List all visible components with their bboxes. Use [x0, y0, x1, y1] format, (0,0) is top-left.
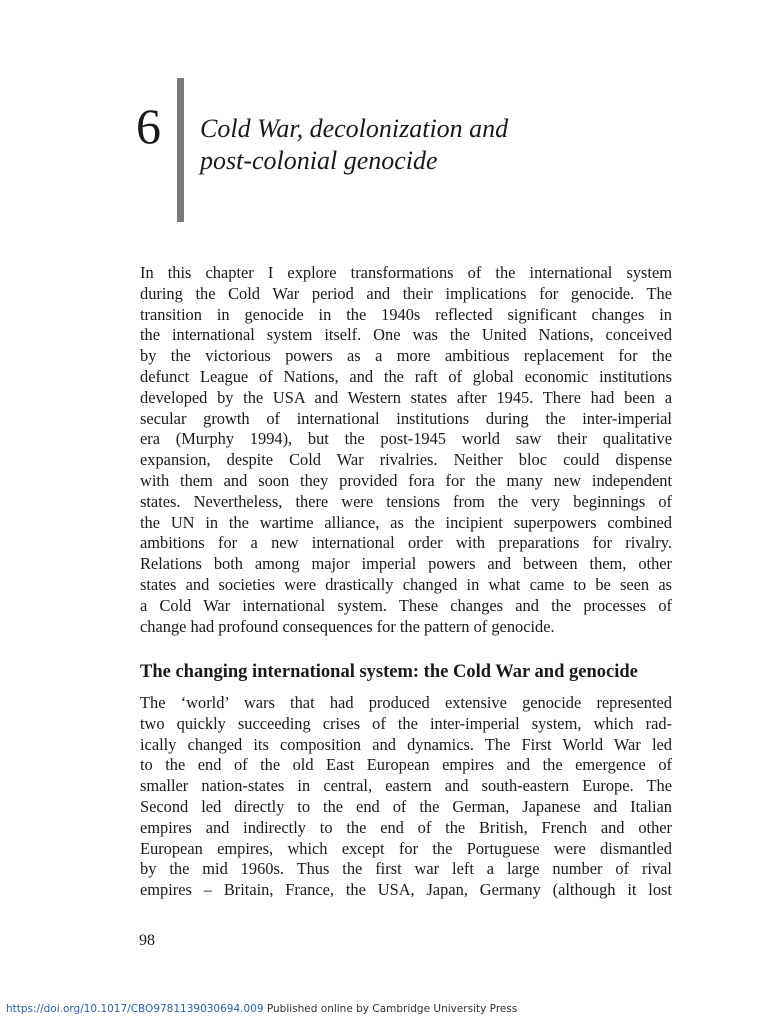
text-line: during the Cold War period and their implications for genocide. The [140, 283, 672, 303]
text-line: Relations both among major imperial powers and between them, other [140, 554, 672, 574]
text-line: era (Murphy 1994), but the post-1945 world saw their qualitative [140, 429, 672, 449]
chapter-title-line: Cold War, decolonization and [200, 114, 509, 143]
publisher-note: Published online by Cambridge University Press [263, 1003, 518, 1015]
text-line: by the victorious powers as a more ambitious replacement for the [140, 346, 672, 366]
text-line: by the mid 1960s. Thus the first war left a large number of rival [140, 859, 672, 879]
doi-link[interactable]: https://doi.org/10.1017/CBO9781139030694.009 [6, 1003, 264, 1015]
page-number: 98 [139, 932, 155, 949]
text-line: with them and soon they provided fora for the many new independent [140, 470, 672, 490]
section-heading: The changing international system: the Cold War and genocide [140, 662, 638, 682]
chapter-number: 6 [136, 98, 161, 154]
text-line: states and societies were drastically changed in what came to be seen as [140, 574, 672, 594]
text-line: empires – Britain, France, the USA, Japan, Germany (although it lost [140, 880, 672, 900]
chapter-title-line: post-colonial genocide [200, 146, 438, 175]
text-line: European empires, which except for the Portuguese were dismantled [140, 838, 672, 858]
chapter-title [200, 113, 660, 177]
text-line: expansion, despite Cold War rivalries. Neither bloc could dispense [140, 450, 672, 470]
text-line: The ‘world’ wars that had produced extensive genocide represented [140, 693, 672, 712]
section-paragraph [140, 693, 672, 901]
text-line: two quickly succeeding crises of the inter-imperial system, which rad- [140, 713, 672, 733]
text-line: a Cold War international system. These changes and the processes of [140, 595, 672, 615]
footer [6, 1002, 517, 1016]
text-line: Second led directly to the end of the German, Japanese and Italian [140, 796, 672, 816]
text-line: change had profound consequences for the pattern of genocide. [140, 616, 555, 636]
text-line: states. Nevertheless, there were tensions from the very beginnings of [140, 491, 672, 511]
text-line: ambitions for a new international order with preparations for rivalry. [140, 533, 672, 553]
text-line: the international system itself. One was the United Nations, conceived [140, 325, 672, 345]
chapter-divider-bar [177, 78, 184, 222]
text-line: secular growth of international institutions during the inter-imperial [140, 408, 672, 428]
text-line: smaller nation-states in central, eastern and south-eastern Europe. The [140, 776, 672, 796]
text-line: developed by the USA and Western states after 1945. There had been a [140, 387, 672, 407]
text-line: empires and indirectly to the end of the British, French and other [140, 817, 672, 837]
intro-paragraph [140, 263, 672, 637]
text-line: defunct League of Nations, and the raft of global economic institutions [140, 366, 672, 386]
text-line: In this chapter I explore transformations of the international system [140, 263, 672, 282]
text-line: the UN in the wartime alliance, as the incipient superpowers combined [140, 512, 672, 532]
text-line: transition in genocide in the 1940s reflected significant changes in [140, 304, 672, 324]
text-line: ically changed its composition and dynamics. The First World War led [140, 734, 672, 754]
text-line: to the end of the old East European empires and the emergence of [140, 755, 672, 775]
